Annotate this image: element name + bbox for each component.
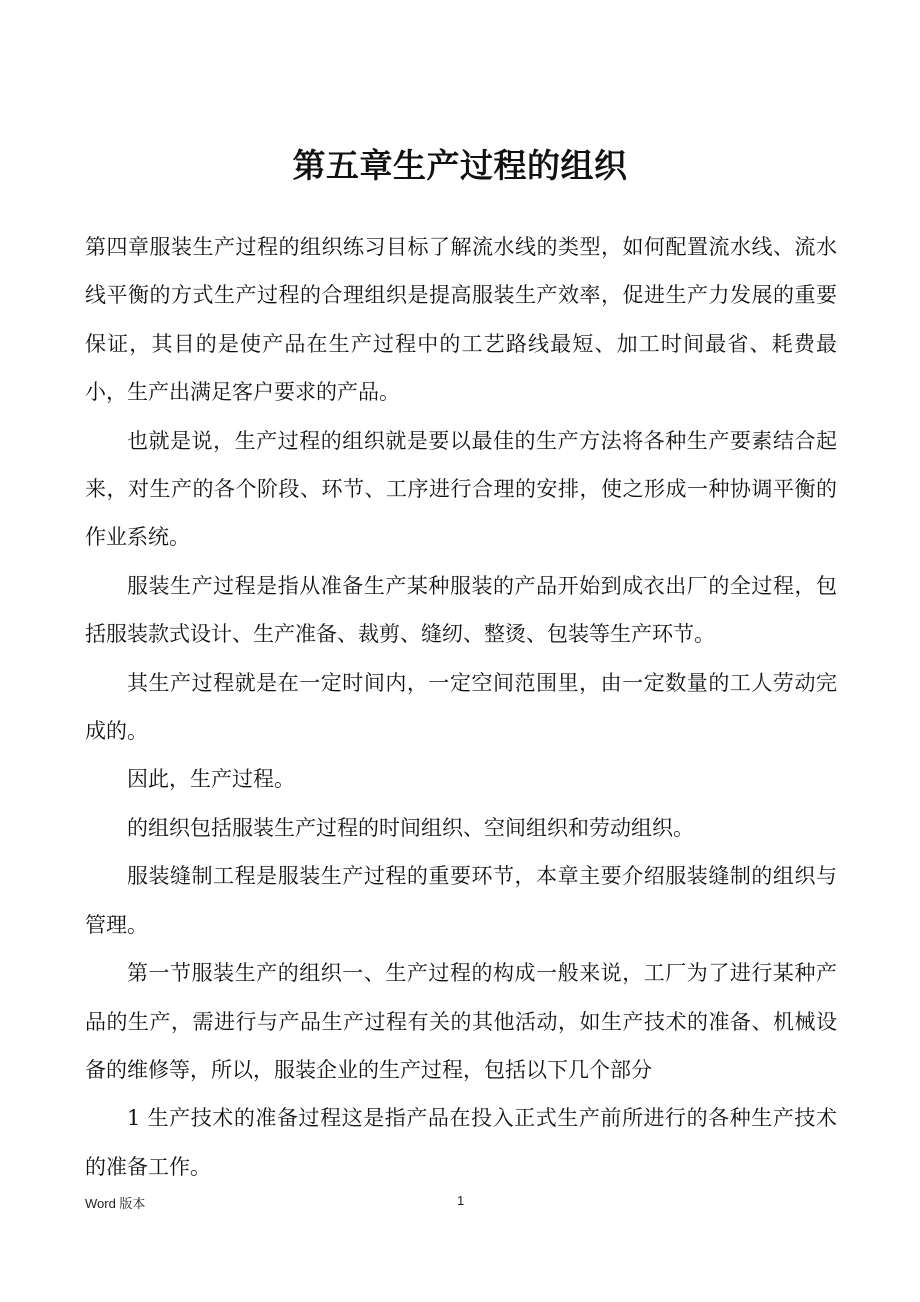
paragraph-7: 服装缝制工程是服装生产过程的重要环节，本章主要介绍服装缝制的组织与管理。 xyxy=(85,864,837,937)
paragraph-5: 因此，生产过程。 xyxy=(127,767,295,792)
paragraph-4: 其生产过程就是在一定时间内，一定空间范围里，由一定数量的工人劳动完成的。 xyxy=(85,670,837,744)
page-footer xyxy=(85,1193,837,1213)
paragraph-3: 服装生产过程是指从准备生产某种服装的产品开始到成衣出厂的全过程，包括服装款式设计、生产准备、裁剪、缝纫、整烫、包装等生产环节。 xyxy=(85,573,837,647)
document-body xyxy=(85,223,837,1191)
paragraph-6: 的组织包括服装生产过程的时间组织、空间组织和劳动组织。 xyxy=(127,815,694,840)
footer-page-number: 1 xyxy=(457,1193,465,1208)
footer-version-label: Word 版本 xyxy=(85,1196,146,1211)
paragraph-9: 1 生产技术的准备过程这是指产品在投入正式生产前所进行的各种生产技术的准备工作。 xyxy=(85,1106,837,1179)
paragraph-2: 也就是说，生产过程的组织就是要以最佳的生产方法将各种生产要素结合起来，对生产的各个阶段、环节、工序进行合理的安排，使之形成一种协调平衡的作业系统。 xyxy=(85,428,837,550)
page-title: 第五章生产过程的组织 xyxy=(292,146,628,185)
paragraph-8: 第一节服装生产的组织一、生产过程的构成一般来说，工厂为了进行某种产品的生产，需进行与产品生产过程有关的其他活动，如生产技术的准备、机械设备的维修等，所以，服装企业的生产过程，包括以下几个部分 xyxy=(85,961,837,1082)
paragraph-1: 第四章服装生产过程的组织练习目标了解流水线的类型，如何配置流水线、流水线平衡的方式生产过程的合理组织是提高服装生产效率，促进生产力发展的重要保证，其目的是使产品在生产过程中的工艺路线最短、加工时间最省、耗费最小，生产出满足客户要求的产品。 xyxy=(85,235,837,405)
